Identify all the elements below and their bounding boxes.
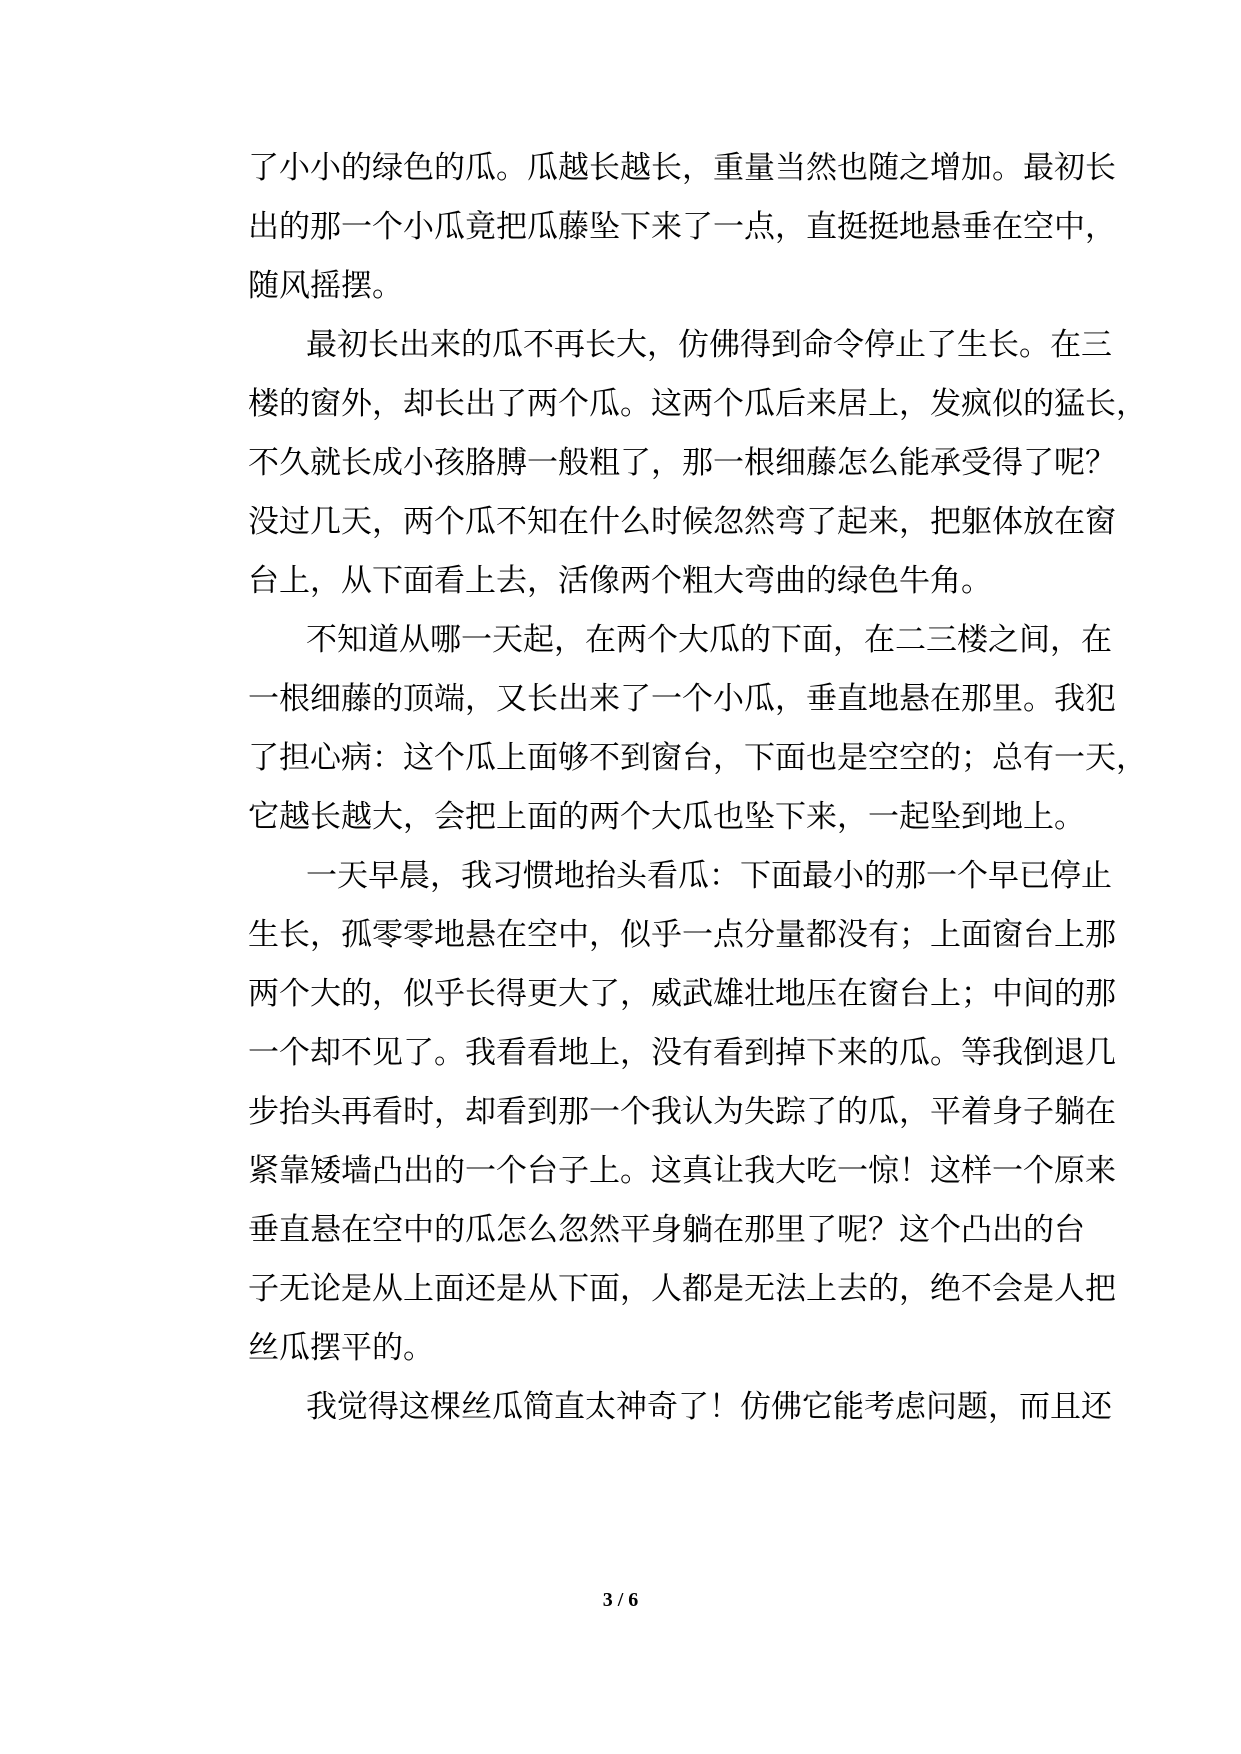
text-line: 一根细藤的顶端，又长出来了一个小瓜，垂直地悬在那里。我犯 <box>248 681 1116 717</box>
text-line: 子无论是从上面还是从下面，人都是无法上去的，绝不会是人把 <box>248 1271 1116 1307</box>
text-line: 了担心病：这个瓜上面够不到窗台，下面也是空空的；总有一天， <box>248 740 1147 776</box>
text-line: 丝瓜摆平的。 <box>248 1330 434 1366</box>
paragraph-first-line: 不知道从哪一天起，在两个大瓜的下面，在二三楼之间，在 <box>306 622 1112 658</box>
text-line: 垂直悬在空中的瓜怎么忽然平身躺在那里了呢？这个凸出的台 <box>248 1212 1085 1248</box>
text-line: 楼的窗外，却长出了两个瓜。这两个瓜后来居上，发疯似的猛长， <box>248 386 1147 422</box>
text-line: 生长，孤零零地悬在空中，似乎一点分量都没有；上面窗台上那 <box>248 917 1116 953</box>
text-line: 没过几天，两个瓜不知在什么时候忽然弯了起来，把躯体放在窗 <box>248 504 1116 540</box>
paragraph-first-line: 最初长出来的瓜不再长大，仿佛得到命令停止了生长。在三 <box>306 327 1112 363</box>
page-number: 3 / 6 <box>602 1589 639 1611</box>
paragraph-first-line: 一天早晨，我习惯地抬头看瓜：下面最小的那一个早已停止 <box>306 858 1112 894</box>
text-line: 随风摇摆。 <box>248 268 403 304</box>
text-line: 一个却不见了。我看看地上，没有看到掉下来的瓜。等我倒退几 <box>248 1035 1116 1071</box>
paragraph-first-line: 我觉得这棵丝瓜简直太神奇了！仿佛它能考虑问题，而且还 <box>306 1389 1112 1425</box>
text-line: 两个大的，似乎长得更大了，威武雄壮地压在窗台上；中间的那 <box>248 976 1116 1012</box>
text-line: 紧靠矮墙凸出的一个台子上。这真让我大吃一惊！这样一个原来 <box>248 1153 1116 1189</box>
text-line: 了小小的绿色的瓜。瓜越长越长，重量当然也随之增加。最初长 <box>248 150 1116 186</box>
text-line: 它越长越大，会把上面的两个大瓜也坠下来，一起坠到地上。 <box>248 799 1085 835</box>
text-line: 不久就长成小孩胳膊一般粗了，那一根细藤怎么能承受得了呢？ <box>248 445 1116 481</box>
text-line: 步抬头再看时，却看到那一个我认为失踪了的瓜，平着身子躺在 <box>248 1094 1116 1130</box>
text-line: 台上，从下面看上去，活像两个粗大弯曲的绿色牛角。 <box>248 563 992 599</box>
text-line: 出的那一个小瓜竟把瓜藤坠下来了一点，直挺挺地悬垂在空中， <box>248 209 1116 245</box>
